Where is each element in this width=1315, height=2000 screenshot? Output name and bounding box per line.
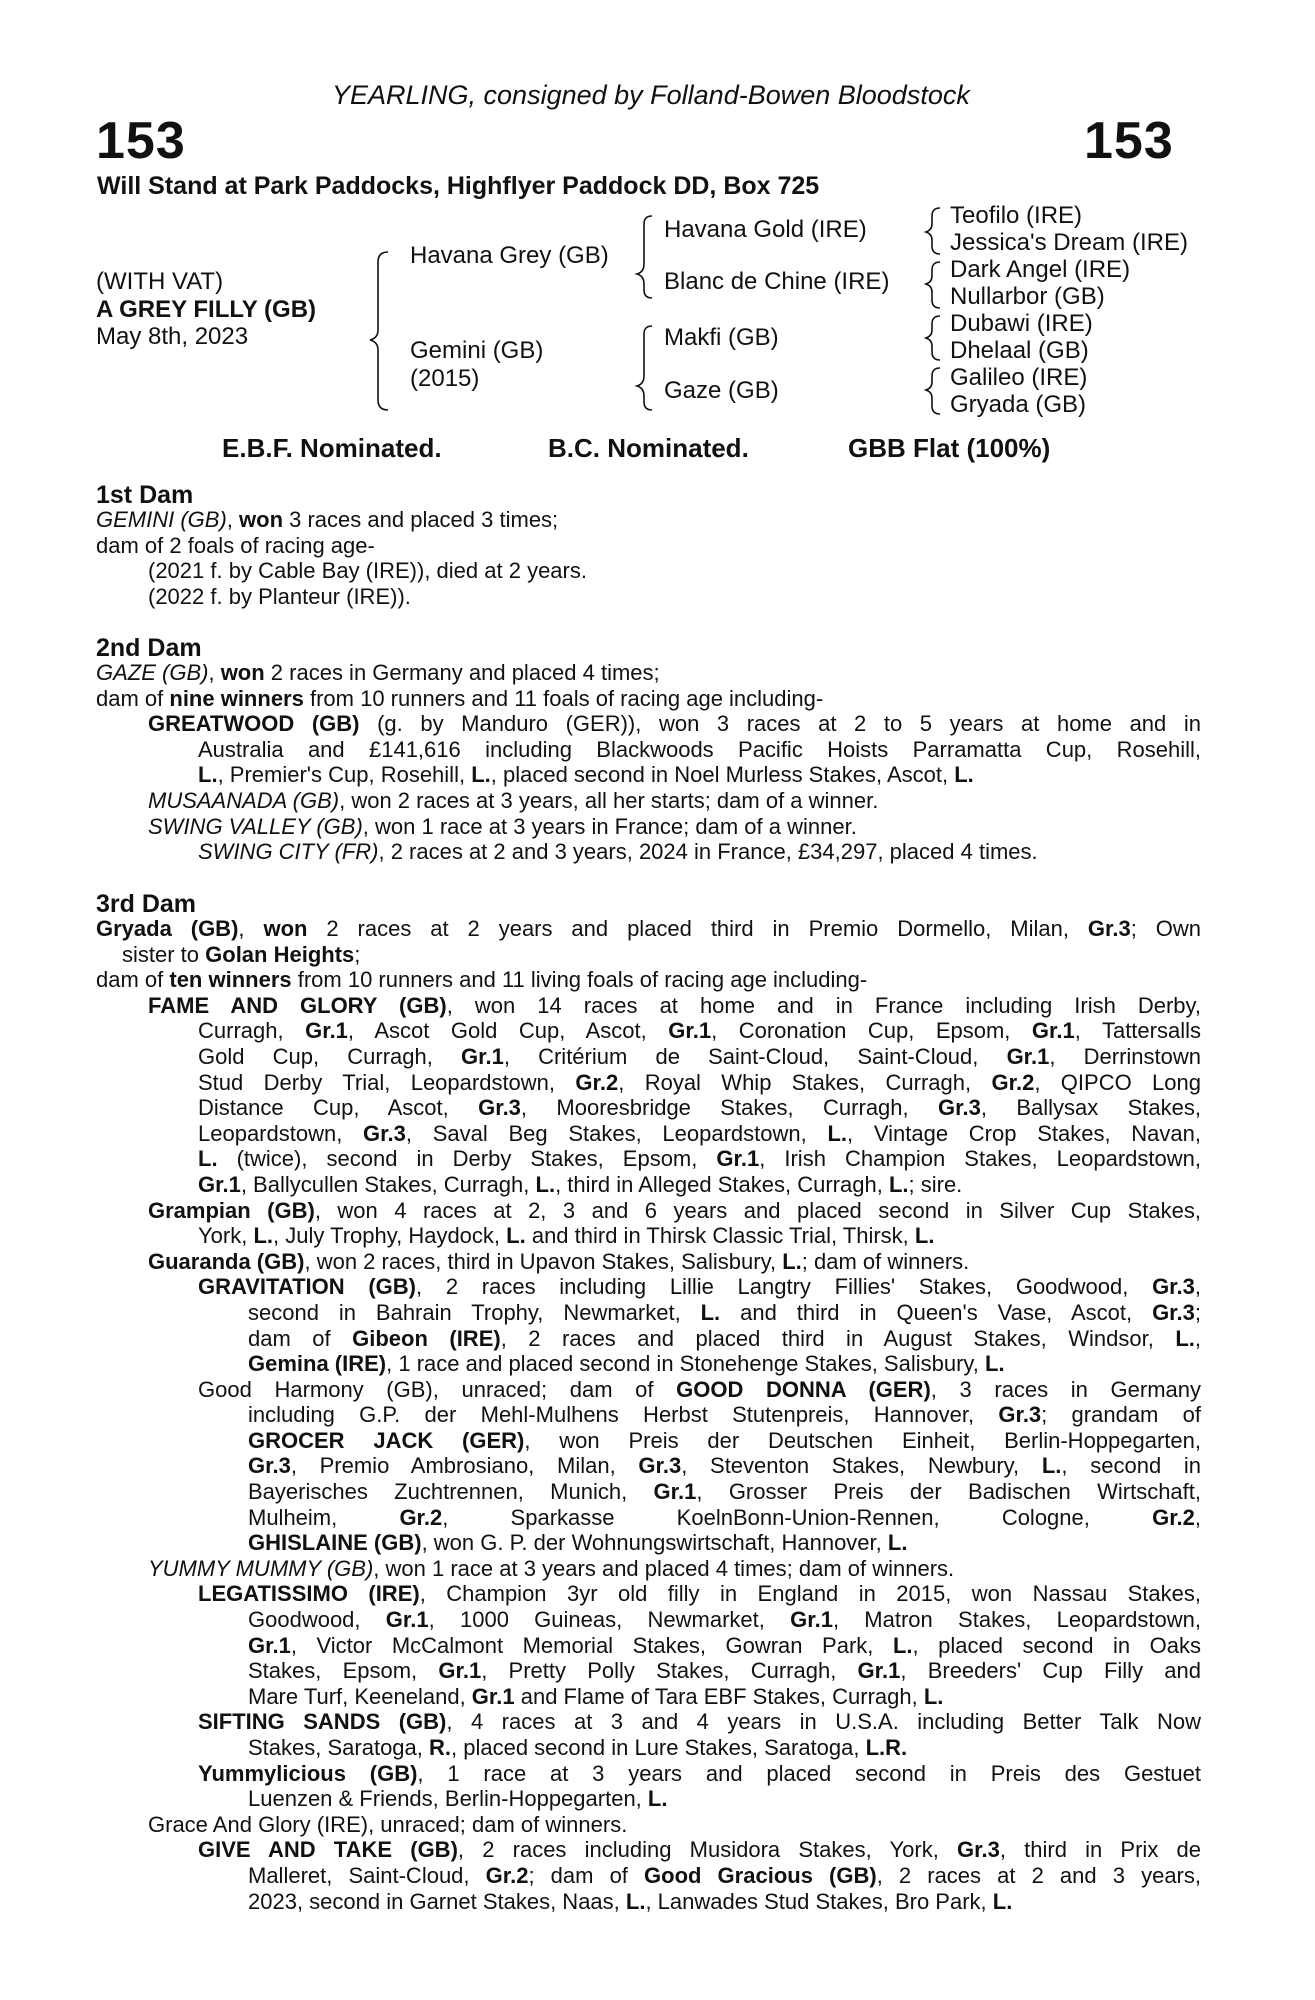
second-dam-text (96, 660, 1201, 865)
text-line: SWING VALLEY (GB), won 1 race at 3 years in France; dam of a winner. (148, 813, 857, 839)
pedigree-brackets (0, 0, 1315, 430)
text-line: GHISLAINE (GB), won G. P. der Wohnungswirtschaft, Hannover, L. (248, 1530, 908, 1556)
vat-label: (WITH VAT) (96, 268, 224, 295)
text-line: SIFTING SANDS (GB), 4 races at 3 and 4 years in U.S.A. including Better Talk Now (198, 1709, 1201, 1735)
sire-sire-name: Havana Gold (IRE) (664, 216, 867, 243)
gen4-name: Jessica's Dream (IRE) (950, 229, 1188, 256)
text-line: Malleret, Saint-Cloud, Gr.2; dam of Good Gracious (GB), 2 races at 2 and 3 years, (248, 1862, 1201, 1888)
first-dam-heading: 1st Dam (96, 481, 194, 509)
gen4-name: Nullarbor (GB) (950, 283, 1105, 310)
text-line: FAME AND GLORY (GB), won 14 races at home and in France including Irish Derby, (148, 992, 1202, 1018)
text-line: Curragh, Gr.1, Ascot Gold Cup, Ascot, Gr.1, Coronation Cup, Epsom, Gr.1, Tattersalls (198, 1018, 1201, 1044)
text-line: Gemina (IRE), 1 race and placed second in Stonehenge Stakes, Salisbury, L. (248, 1351, 1005, 1377)
text-line: GROCER JACK (GER), won Preis der Deutschen Einheit, Berlin-Hoppegarten, (248, 1427, 1202, 1453)
text-line: second in Bahrain Trophy, Newmarket, L. and third in Queen's Vase, Ascot, Gr.3; (248, 1299, 1201, 1325)
text-line: Luenzen & Friends, Berlin-Hoppegarten, L. (248, 1786, 668, 1812)
third-dam-heading: 3rd Dam (96, 890, 197, 918)
first-dam-text (96, 507, 1201, 609)
text-line: YUMMY MUMMY (GB), won 1 race at 3 years and placed 4 times; dam of winners. (148, 1555, 955, 1581)
text-line: LEGATISSIMO (IRE), Champion 3yr old filly in England in 2015, won Nassau Stakes, (198, 1581, 1201, 1607)
text-line: GRAVITATION (GB), 2 races including Lillie Langtry Fillies' Stakes, Goodwood, Gr.3, (198, 1274, 1201, 1300)
text-line: Gr.3, Premio Ambrosiano, Milan, Gr.3, Steventon Stakes, Newbury, L., second in (248, 1453, 1201, 1479)
text-line: Gr.1, Victor McCalmont Memorial Stakes, Gowran Park, L., placed second in Oaks (248, 1632, 1201, 1658)
text-line: (2021 f. by Cable Bay (IRE)), died at 2 years. (148, 558, 587, 584)
dam-dam-name: Gaze (GB) (664, 377, 779, 404)
gen4-name: Dark Angel (IRE) (950, 256, 1131, 283)
text-line: Grace And Glory (IRE), unraced; dam of winners. (148, 1811, 628, 1837)
text-line: Grampian (GB), won 4 races at 2, 3 and 6 years and placed second in Silver Cup Stakes, (148, 1197, 1201, 1223)
text-line: Gold Cup, Curragh, Gr.1, Critérium de Saint-Cloud, Saint-Cloud, Gr.1, Derrinstown (198, 1043, 1202, 1069)
text-line: L. (twice), second in Derby Stakes, Epsom, Gr.1, Irish Champion Stakes, Leopardstown, (198, 1146, 1202, 1172)
text-line: dam of ten winners from 10 runners and 11 living foals of racing age including- (96, 967, 868, 993)
second-dam-heading: 2nd Dam (96, 634, 202, 662)
text-line: Stud Derby Trial, Leopardstown, Gr.2, Royal Whip Stakes, Curragh, Gr.2, QIPCO Long (198, 1069, 1201, 1095)
text-line: Australia and £141,616 including Blackwoods Pacific Hoists Parramatta Cup, Rosehill, (198, 736, 1201, 762)
text-line: MUSAANADA (GB), won 2 races at 3 years, all her starts; dam of a winner. (148, 787, 879, 813)
text-line: Goodwood, Gr.1, 1000 Guineas, Newmarket, Gr.1, Matron Stakes, Leopardstown, (248, 1607, 1201, 1633)
text-line: York, L., July Trophy, Haydock, L. and third in Thirsk Classic Trial, Thirsk, L. (198, 1223, 935, 1249)
dam-year: (2015) (410, 365, 480, 392)
third-dam-text (96, 916, 1201, 1914)
text-line: (2022 f. by Planteur (IRE)). (148, 583, 411, 609)
text-line: Bayerisches Zuchtrennen, Munich, Gr.1, Grosser Preis der Badischen Wirtschaft, (248, 1479, 1201, 1505)
dam-sire-name: Makfi (GB) (664, 324, 779, 351)
text-line: Mulheim, Gr.2, Sparkasse KoelnBonn-Union-Rennen, Cologne, Gr.2, (248, 1504, 1202, 1530)
text-line: Distance Cup, Ascot, Gr.3, Mooresbridge Stakes, Curragh, Gr.3, Ballysax Stakes, (198, 1095, 1201, 1121)
text-line: GIVE AND TAKE (GB), 2 races including Musidora Stakes, York, Gr.3, third in Prix de (198, 1837, 1201, 1863)
text-line: dam of nine winners from 10 runners and 11 foals of racing age including- (96, 685, 824, 711)
text-line: Gryada (GB), won 2 races at 2 years and placed third in Premio Dormello, Milan, Gr.3; Own (96, 916, 1201, 941)
foaled-date: May 8th, 2023 (96, 323, 249, 350)
gen4-name: Dhelaal (GB) (950, 337, 1089, 364)
text-line: 2023, second in Garnet Stakes, Naas, L., Lanwades Stud Stakes, Bro Park, L. (248, 1888, 1013, 1914)
horse-name: A GREY FILLY (GB) (96, 296, 317, 323)
sire-name: Havana Grey (GB) (410, 242, 609, 269)
text-line: SWING CITY (FR), 2 races at 2 and 3 years, 2024 in France, £34,297, placed 4 times. (198, 839, 1038, 865)
text-line: dam of Gibeon (IRE), 2 races and placed third in August Stakes, Windsor, L., (248, 1325, 1202, 1351)
text-line: GAZE (GB), won 2 races in Germany and placed 4 times; (96, 660, 660, 685)
gbb-flat: GBB Flat (100%) (848, 433, 1051, 463)
text-line: Good Harmony (GB), unraced; dam of GOOD DONNA (GER), 3 races in Germany (198, 1376, 1202, 1402)
text-line: dam of 2 foals of racing age- (96, 532, 375, 558)
text-line: Yummylicious (GB), 1 race at 3 years and placed second in Preis des Gestuet (198, 1760, 1201, 1786)
text-line: GEMINI (GB), won 3 races and placed 3 times; (96, 507, 559, 532)
text-line: Stakes, Epsom, Gr.1, Pretty Polly Stakes, Curragh, Gr.1, Breeders' Cup Filly and (248, 1658, 1201, 1684)
text-line: Gr.1, Ballycullen Stakes, Curragh, L., third in Alleged Stakes, Curragh, L.; sire. (198, 1171, 963, 1197)
consignment-line: YEARLING, consigned by Folland-Bowen Bloodstock (332, 80, 970, 110)
gen4-name: Teofilo (IRE) (950, 202, 1083, 229)
text-line: L., Premier's Cup, Rosehill, L., placed second in Noel Murless Stakes, Ascot, L. (198, 762, 974, 788)
gen4-name: Dubawi (IRE) (950, 310, 1093, 337)
stand-location: Will Stand at Park Paddocks, Highflyer Paddock DD, Box 725 (97, 172, 820, 200)
lot-number-right: 153 (1084, 112, 1174, 170)
text-line: GREATWOOD (GB) (g. by Manduro (GER)), won 3 races at 2 to 5 years at home and in (148, 711, 1201, 737)
bc-nomination: B.C. Nominated. (548, 433, 749, 463)
text-line: Guaranda (GB), won 2 races, third in Upavon Stakes, Salisbury, L.; dam of winners. (148, 1248, 970, 1274)
lot-number-left: 153 (96, 112, 186, 170)
text-line: sister to Golan Heights; (122, 941, 361, 967)
ebf-nomination: E.B.F. Nominated. (222, 433, 442, 463)
dam-name: Gemini (GB) (410, 337, 544, 364)
gen4-name: Galileo (IRE) (950, 364, 1088, 391)
sire-dam-name: Blanc de Chine (IRE) (664, 268, 890, 295)
text-line: Leopardstown, Gr.3, Saval Beg Stakes, Leopardstown, L., Vintage Crop Stakes, Navan, (198, 1120, 1201, 1146)
text-line: Stakes, Saratoga, R., placed second in Lure Stakes, Saratoga, L.R. (248, 1735, 908, 1760)
text-line: including G.P. der Mehl-Mulhens Herbst Stutenpreis, Hannover, Gr.3; grandam of (248, 1402, 1201, 1428)
text-line: Mare Turf, Keeneland, Gr.1 and Flame of Tara EBF Stakes, Curragh, L. (248, 1683, 944, 1709)
gen4-name: Gryada (GB) (950, 391, 1087, 418)
